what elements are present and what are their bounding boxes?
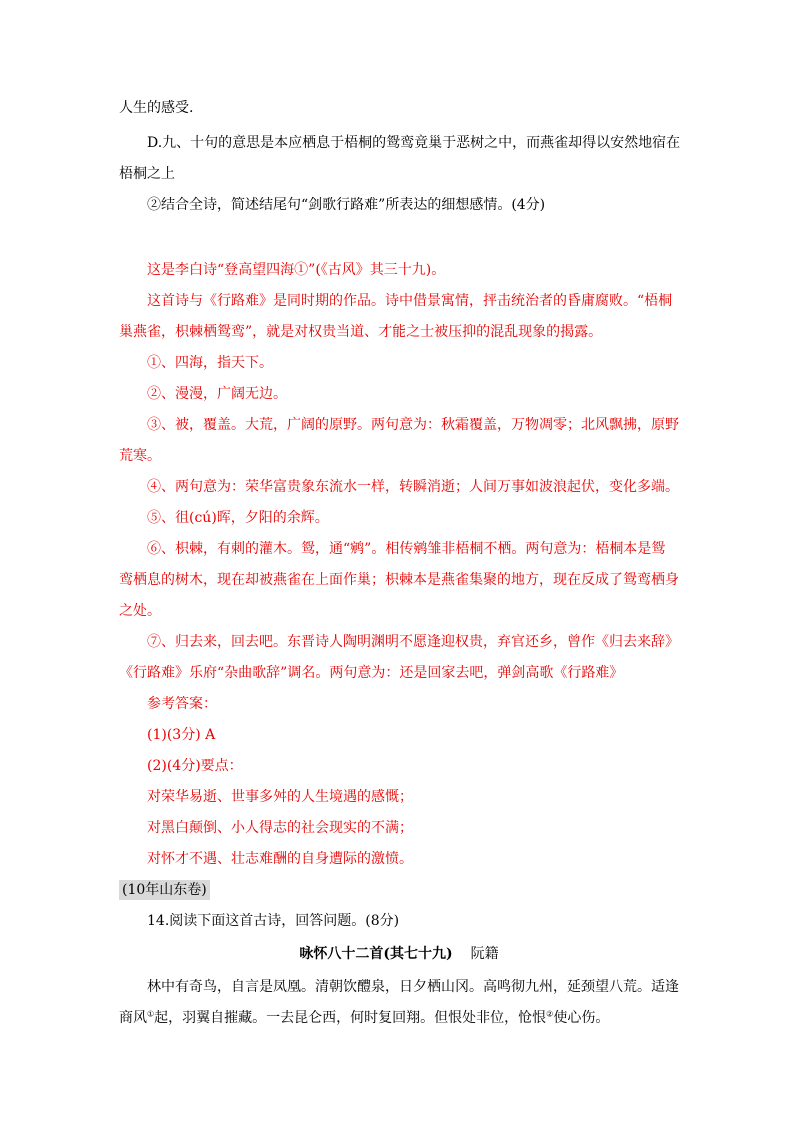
note-1: ①、四海，指天下。	[147, 355, 273, 371]
poem-line-2	[119, 1008, 679, 1028]
footnote-marker: ②	[546, 1009, 554, 1019]
note-4: ④、两句意为：荣华富贵象东流水一样，转瞬消逝；人间万事如波浪起伏，变化多端。	[147, 479, 679, 495]
note-3-cont: 荒寒。	[119, 448, 161, 464]
answer-point-3: 对怀才不遇、壮志难酬的自身遭际的激愤。	[147, 851, 413, 867]
answer-line: 这是李白诗“登高望四海①”(《古风》其三十九)。	[147, 262, 446, 278]
poem-text: 商风	[119, 1010, 147, 1026]
answer-2: (2)(4分)要点：	[147, 758, 243, 774]
text-line: 人生的感受.	[119, 100, 194, 116]
poem-text: 起，羽翼自摧藏。一去昆仑西，何时复回翔。但恨处非位，怆恨	[154, 1010, 547, 1026]
answer-line: 这首诗与《行路难》是同时期的作品。诗中借景寓情，抨击统治者的昏庸腐败。“梧桐	[147, 293, 673, 309]
question-2: ②结合全诗，简述结尾句“剑歌行路难”所表达的细想感情。(4分)	[147, 197, 546, 213]
note-6-cont: 鸾栖息的树木，现在却被燕雀在上面作巢；枳棘本是燕雀集聚的地方，现在反成了鸳鸾栖身	[119, 572, 679, 588]
note-5: ⑤、徂(cú)晖，夕阳的余辉。	[147, 510, 329, 526]
note-3: ③、被，覆盖。大荒，广阔的原野。两句意为：秋霜覆盖，万物凋零；北风飘拂，原野	[147, 417, 679, 433]
question-14: 14.阅读下面这首古诗，回答问题。(8分)	[147, 913, 400, 929]
note-7-cont: 《行路难》乐府“杂曲歌辞”调名。两句意为：还是回家去吧，弹剑高歌《行路难》	[119, 665, 624, 681]
source-label: (10年山东卷)	[119, 880, 210, 900]
poem-author: 阮籍	[470, 946, 499, 962]
poem-text: 使心伤。	[553, 1010, 610, 1026]
source-label-line	[119, 880, 679, 900]
answer-point-1: 对荣华易逝、世事多舛的人生境遇的感慨；	[147, 789, 413, 805]
footnote-marker: ①	[147, 1009, 155, 1019]
answer-point-2: 对黑白颠倒、小人得志的社会现实的不满；	[147, 820, 413, 836]
note-6-cont: 之处。	[119, 603, 161, 619]
answer-1: (1)(3分) A	[147, 727, 216, 743]
note-6: ⑥、枳棘，有刺的灌木。鸳，通“鹓”。相传鹓雏非梧桐不栖。两句意为：梧桐本是鸳	[147, 541, 666, 557]
reference-answer-label: 参考答案：	[147, 696, 217, 712]
note-7: ⑦、归去来，回去吧。东晋诗人陶明渊明不愿逢迎权贵，弃官还乡，曾作《归去来辞》	[147, 634, 679, 650]
option-d-line-1: D.九、十句的意思是本应栖息于梧桐的鸳鸾竟巢于恶树之中，而燕雀却得以安然地宿在	[147, 135, 681, 151]
note-2: ②、漫漫，广阔无边。	[147, 386, 287, 402]
option-d-line-2: 梧桐之上	[119, 166, 175, 182]
poem-title-line	[119, 944, 679, 964]
poem-line-1: 林中有奇鸟，自言是凤凰。清朝饮醴泉，日夕栖山冈。高鸣彻九州，延颈望八荒。适逢	[147, 979, 679, 995]
answer-line: 巢燕雀，枳棘栖鸳鸾”，就是对权贵当道、才能之士被压抑的混乱现象的揭露。	[119, 324, 603, 340]
poem-title: 咏怀八十二首(其七十九)	[299, 946, 453, 962]
